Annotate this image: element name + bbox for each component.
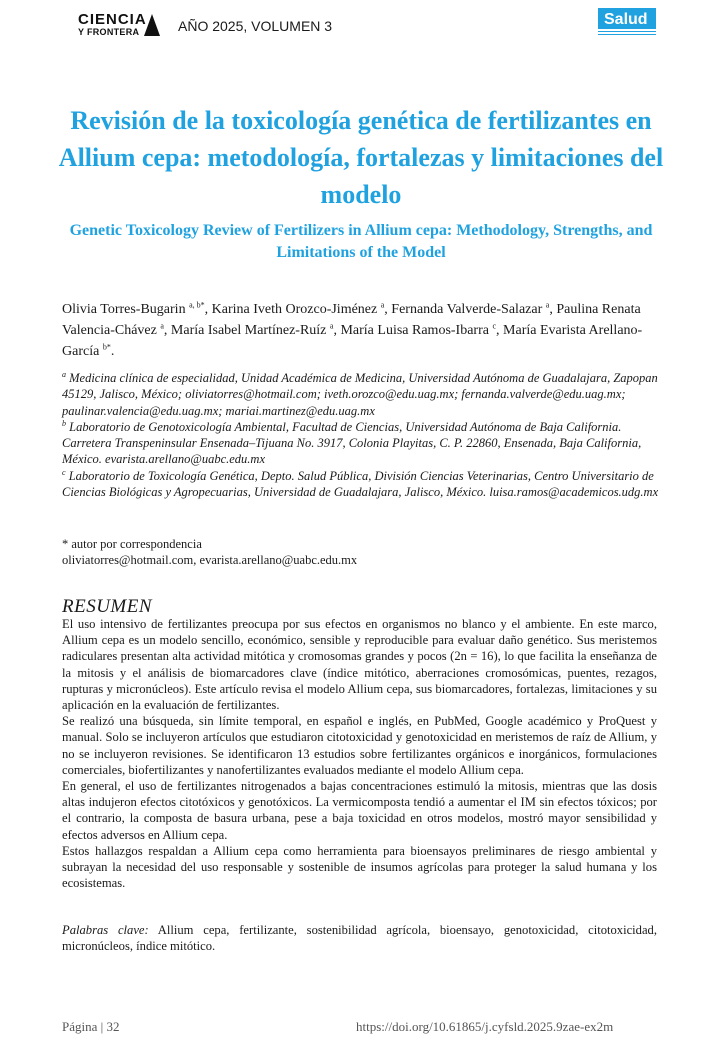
abstract-paragraph: En general, el uso de fertilizantes nitrogenados a bajas concentraciones estimuló la mitosis, mientras que las dosis altas indujeron efectos citotóxicos y genotóxicos. La vermicomposta tendió a aumentar el IM sin efectos tóxicos; por el contrario, la composta de basura urbana, pese a baja toxicidad en otros modelos, mostró mayor sensibilidad y efectos adversos en Allium cepa. xyxy=(62,779,657,842)
author-affiliation-mark: a, b* xyxy=(189,300,205,310)
correspondence xyxy=(62,536,357,568)
keywords-label: Palabras clave: xyxy=(62,923,149,937)
author-affiliation-mark: a xyxy=(545,300,550,310)
author xyxy=(62,302,205,317)
author-affiliation-mark: a xyxy=(329,321,334,331)
badge-stripe xyxy=(598,29,656,31)
doi-link[interactable]: https://doi.org/10.61865/j.cyfsld.2025.9zae-ex2m xyxy=(356,1019,614,1034)
author-name: María Isabel Martínez-Ruíz xyxy=(170,323,327,338)
badge-stripe xyxy=(598,32,656,34)
keywords-text: Allium cepa, fertilizante, sostenibilidad agrícola, bioensayo, genotoxicidad, citotoxicidad, micronúcleos, índice mitótico. xyxy=(62,923,658,954)
affiliation-text: Laboratorio de Genotoxicología Ambiental, Facultad de Ciencias, Universidad Autónoma de Baja California. Carretera Transpeninsular Ensenada–Tijuana No. 3917, Colonia Playitas, C. P. 22860, Ensenada, Baja California, México. evarista.arellano@uabc.edu.mx xyxy=(62,419,642,467)
author-affiliation-mark: b* xyxy=(102,342,111,352)
author-affiliation-mark: a xyxy=(380,300,385,310)
author-name: María Evarista Arellano-García xyxy=(62,323,643,359)
logo-line-1: CIENCIA xyxy=(78,11,147,28)
author-name: Olivia Torres-Bugarin xyxy=(62,302,186,317)
affiliations xyxy=(62,370,662,500)
affiliation-label: a xyxy=(62,369,66,379)
affiliation-label: b xyxy=(62,418,66,428)
volume-label: AÑO 2025, VOLUMEN 3 xyxy=(178,18,333,34)
correspondence-emails: oliviatorres@hotmail.com, evarista.arellano@uabc.edu.mx xyxy=(62,553,358,567)
author-name: Paulina Renata Valencia-Chávez xyxy=(62,302,641,338)
article-title-es: Revisión de la toxicología genética de fertilizantes en Allium cepa: metodología, fortalezas y limitaciones del modelo xyxy=(58,106,664,209)
page-number: Página | 32 xyxy=(62,1019,120,1034)
article-title-en: Genetic Toxicology Review of Fertilizers in Allium cepa: Methodology, Strengths, and Limitations of the Model xyxy=(69,222,653,261)
author-list: Olivia Torres-Bugarin $^{a, b*}$, Karina Iveth Orozco-Jiménez $^a$, Fernanda Valverde-Salazar $^a$, Paulina Renata Valencia-Chávez $^a$, María Isabel Martínez-Ruíz $^a$, María Luisa Ramos-Ibarra $^c$, María Evarista Arellano-García $^{b*}$. xyxy=(62,300,643,359)
author xyxy=(340,323,496,338)
affiliation-label: c xyxy=(62,467,66,477)
journal-logo xyxy=(78,12,160,40)
logo-line-2: Y FRONTERA xyxy=(78,27,140,37)
keywords xyxy=(62,922,657,954)
logo-triangle-icon xyxy=(144,14,160,36)
abstract-body xyxy=(62,616,657,891)
author xyxy=(171,323,334,338)
author-affiliation-mark: a xyxy=(160,321,164,331)
author-name: María Luisa Ramos-Ibarra xyxy=(340,323,489,338)
abstract-paragraph: Estos hallazgos respaldan a Allium cepa como herramienta para bioensayos preliminares de riesgo ambiental y subrayan la necesidad del uso responsable y sostenible de insumos agrícolas para proteger la salud humana y los ecosistemas. xyxy=(62,843,657,891)
section-badge-label: Salud xyxy=(604,11,648,28)
abstract-paragraph: El uso intensivo de fertilizantes preocupa por sus efectos en organismos no blanco y el ambiente. En este marco, Allium cepa es un modelo sencillo, económico, sensible y reproducible para evaluar daño genético. Sus meristemos radiculares presentan alta actividad mitótica y cromosomas grandes y pocos (2n = 16), lo que facilita la enseñanza de la mitosis y el análisis de biomarcadores clave (índice mitótico, aberraciones cromosómicas, puentes, rezagos, rupturas y micronúcleos). Este artículo revisa el modelo Allium cepa, sus biomarcadores, fortalezas, limitaciones y su aplicación en la evaluación de fertilizantes. xyxy=(62,617,657,713)
author xyxy=(212,302,385,317)
affiliation-text: Medicina clínica de especialidad, Unidad Académica de Medicina, Universidad Autónoma de Guadalajara, Zapopan 45129, Jalisco, México; oliviatorres@hotmail.com; iveth.orozco@edu.uag.mx; fernanda.valverde@edu.uag.mx; paulinar.valencia@edu.uag.mx; mariai.martinez@edu.uag.mx xyxy=(62,371,658,418)
author-name: Karina Iveth Orozco-Jiménez xyxy=(211,302,378,317)
author-affiliation-mark: c xyxy=(492,321,497,331)
affiliation-text: Laboratorio de Toxicología Genética, Depto. Salud Pública, División Ciencias Veterinarias, Centro Universitario de Ciencias Biológicas y Agropecuarias, Universidad de Guadalajara, Jalisco, México. luisa.ramos@academicos.udg.mx xyxy=(62,468,659,500)
affiliation xyxy=(62,370,662,419)
correspondence-label: * autor por correspondencia xyxy=(62,537,202,551)
author-name: Fernanda Valverde-Salazar xyxy=(391,302,543,317)
author xyxy=(391,302,549,317)
affiliation xyxy=(62,419,662,468)
abstract-heading: RESUMEN xyxy=(62,596,153,617)
affiliation xyxy=(62,468,662,501)
section-badge xyxy=(598,8,656,35)
abstract-paragraph: Se realizó una búsqueda, sin límite temporal, en español e inglés, en PubMed, Google académico y ProQuest y manual. Solo se incluyeron artículos que estudiaron citotoxicidad y genotoxicidad en meristemos de raíz de Allium, y no se incluyeron revisiones. Se identificaron 13 estudios sobre fertilizantes orgánicos e inorgánicos, formulaciones comerciales, biofertilizantes y nanofertilizantes evaluados mediante el modelo Allium cepa. xyxy=(62,714,657,777)
